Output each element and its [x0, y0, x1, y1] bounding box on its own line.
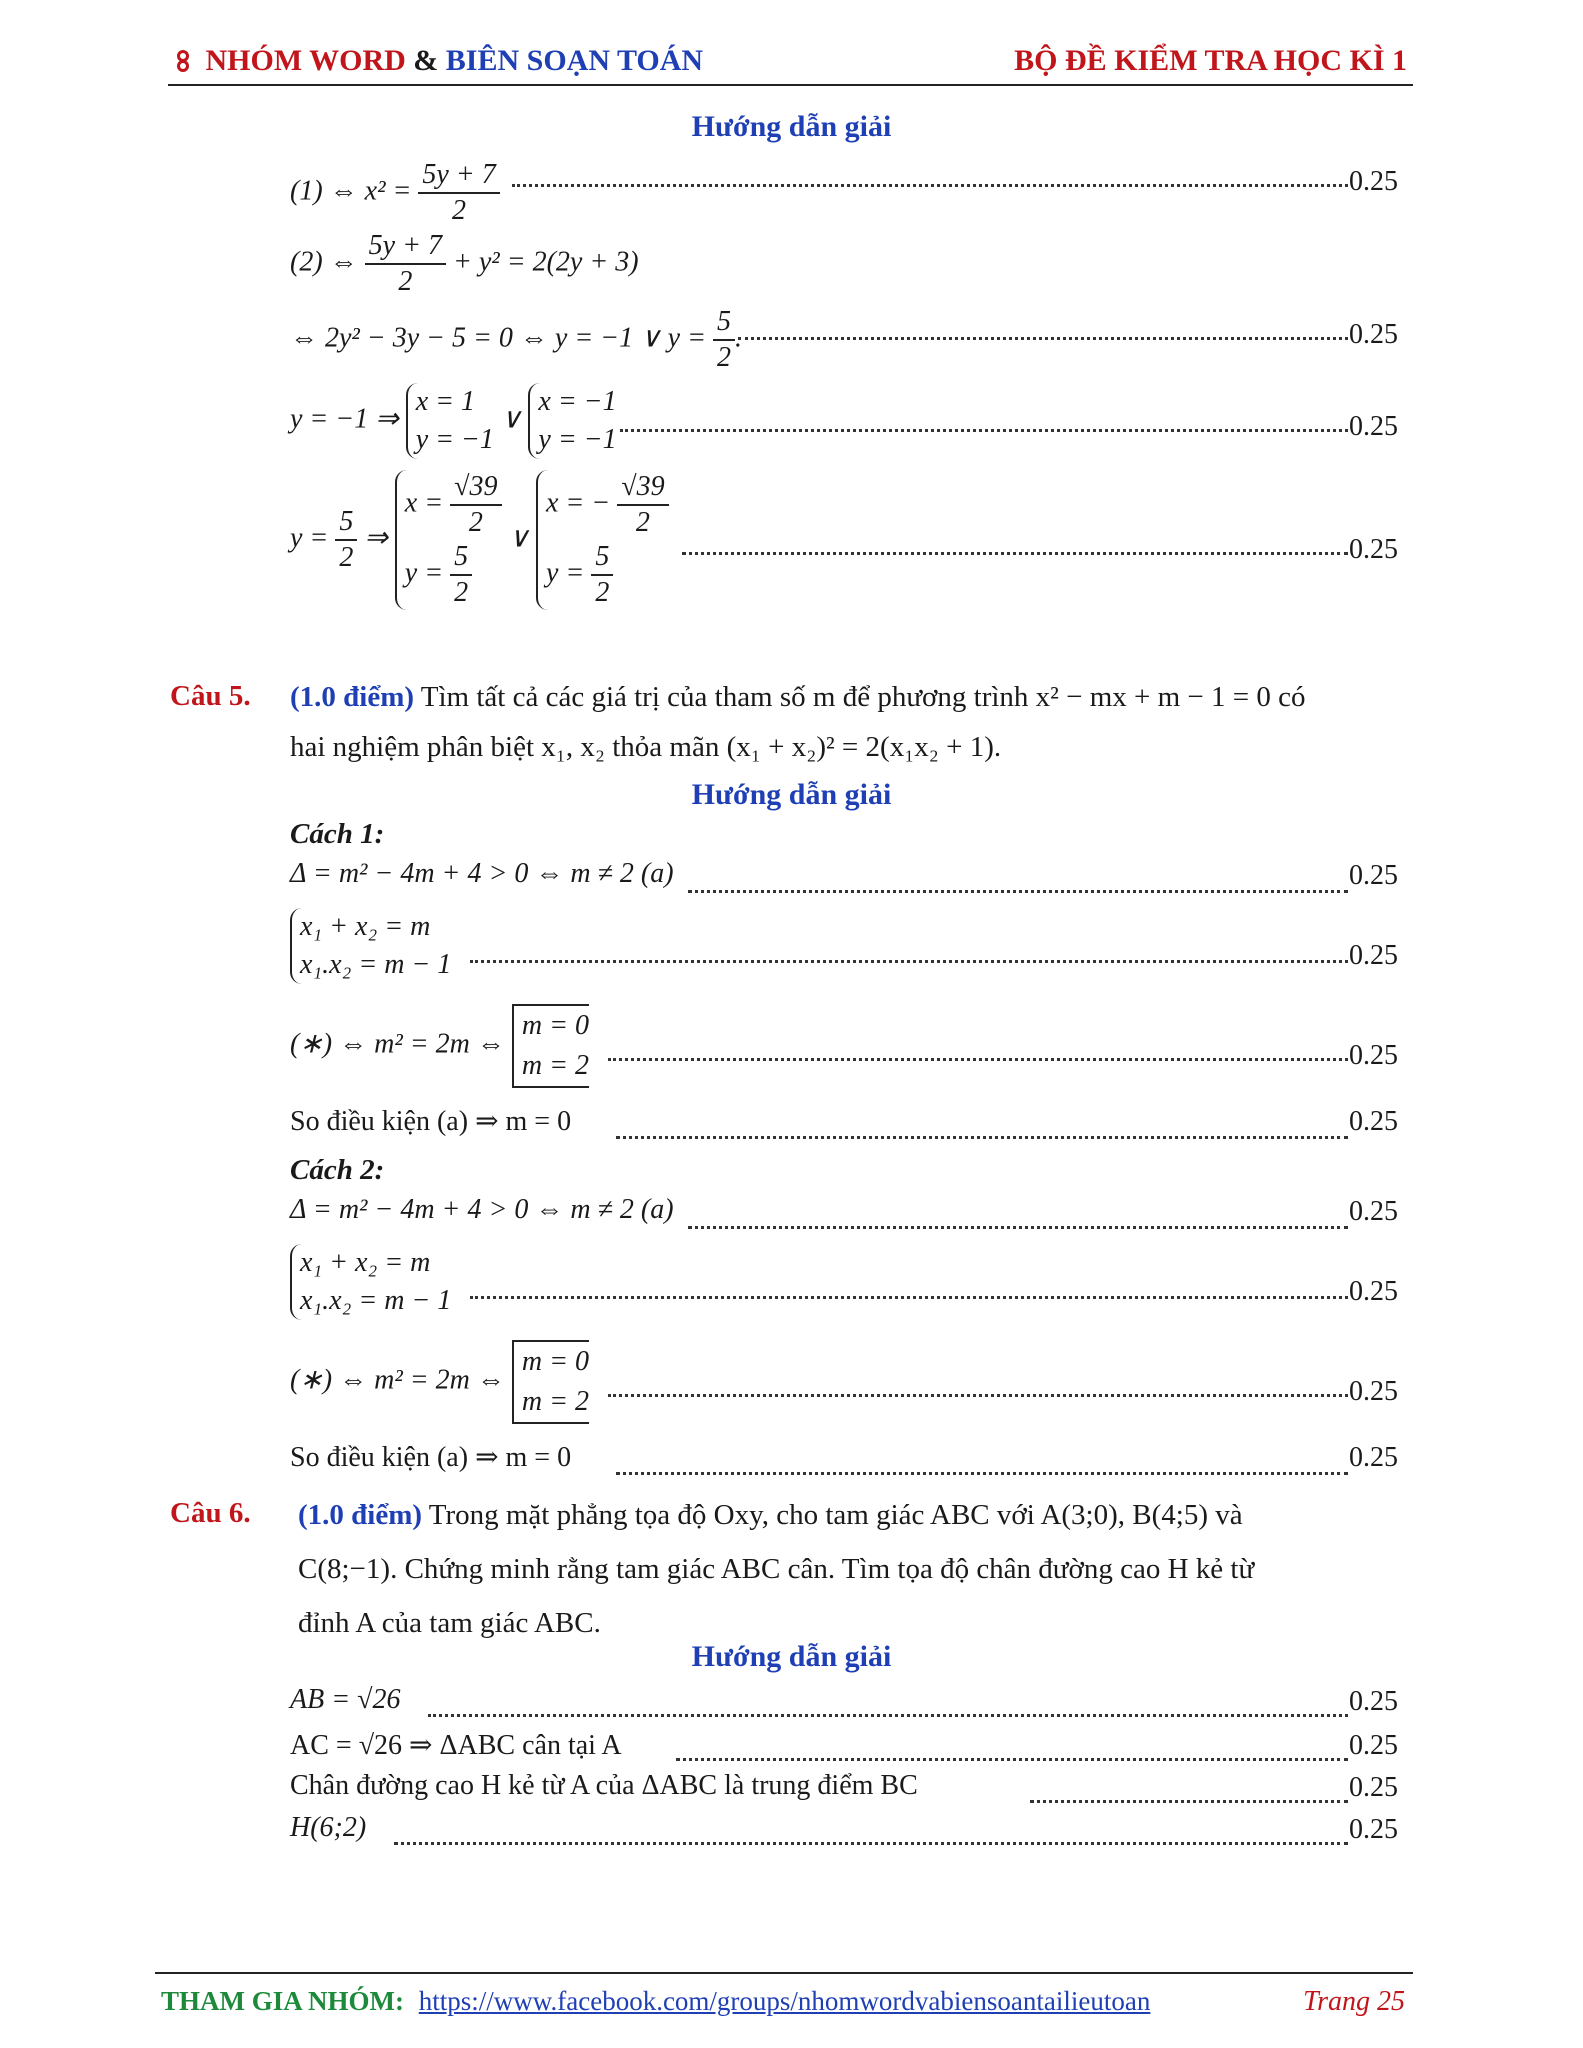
question-5-text: (1.0 điểm) Tìm tất cả các giá trị của tham số m để phương trình x² − mx + m − 1 = 0 có hai nghiệm phân biệt x₁, x₂ thỏa mãn (x₁ + x₂)² = 2(x₁x₂ + 1). — [290, 681, 1306, 763]
solution-line-4: y = −1 ⇒ x = 1 y = −1 ∨ x = −1 y = −1 0.25 — [290, 383, 1398, 465]
question-5-label: Câu 5. — [170, 680, 251, 712]
c5-m2-line-4: So điều kiện (a) ⇒ m = 0 0.25 — [290, 1442, 1398, 1473]
method-1-label: Cách 1: — [290, 818, 385, 850]
c6-line-1: AB = √26 0.25 — [290, 1684, 1398, 1717]
question-6-label: Câu 6. — [170, 1497, 251, 1529]
header-group-name — [176, 44, 703, 78]
method-2-label: Cách 2: — [290, 1154, 385, 1186]
c5-m2-line-2: x₁ + x₂ = m x₁.x₂ = m − 1 0.25 — [290, 1244, 1398, 1330]
header-word-label: NHÓM WORD — [205, 44, 406, 77]
header-amp: & — [413, 44, 439, 77]
c5-m1-line-3: (∗) ⇔ m² = 2m ⇔ m = 0 m = 2 0.25 — [290, 1004, 1398, 1092]
page-number: Trang 25 — [1303, 1986, 1405, 2017]
c5-m2-line-1: Δ = m² − 4m + 4 > 0 ⇔ m ≠ 2 (a) 0.25 — [290, 1194, 1398, 1227]
group-logo-icon — [176, 50, 190, 72]
solution-line-1: (1) ⇔ x² = $\frac{5y + 7}{2}$ 0.25 — [290, 159, 1398, 226]
solution-line-5: y = $\frac{5}{2}$ ⇒ x = $\frac{√39}{2}$ y = $\frac{5}{2}$ ∨ x = − $\frac{√39}{2}$ y = $\frac{5}{2}$ 0.25 — [290, 471, 1398, 608]
page-header — [168, 40, 1413, 86]
header-bien-soan-label: BIÊN SOẠN TOÁN — [445, 44, 704, 77]
solution-line-2: (2) ⇔ $\frac{5y + 7}{2}$ + y² = 2(2y + 3) — [290, 230, 639, 297]
page-footer — [155, 1972, 1413, 2017]
solution-title-2: Hướng dẫn giải — [691, 778, 892, 811]
c6-line-4: H(6;2) 0.25 — [290, 1812, 1398, 1845]
solution-title-3: Hướng dẫn giải — [691, 1640, 892, 1673]
question-6-text: (1.0 điểm) Trong mặt phẳng tọa độ Oxy, cho tam giác ABC với A(3;0), B(4;5) và C(8;−1). Chứng minh rằng tam giác ABC cân. Tìm tọa độ chân đường cao H kẻ từ đỉnh A của tam giác ABC. — [298, 1499, 1255, 1639]
solution-title-1: Hướng dẫn giải — [691, 110, 892, 143]
c5-m1-line-1: Δ = m² − 4m + 4 > 0 ⇔ m ≠ 2 (a) 0.25 — [290, 858, 1398, 891]
c5-m2-line-3: (∗) ⇔ m² = 2m ⇔ m = 0 m = 2 0.25 — [290, 1340, 1398, 1428]
solution-line-3: ⇔ 2y² − 3y − 5 = 0 ⇔ y = −1 ∨ y = $\frac{5}{2}$ . 0.25 — [290, 306, 1398, 373]
c6-line-3: Chân đường cao H kẻ từ A của ΔABC là trung điểm BC 0.25 — [290, 1770, 1398, 1803]
c5-m1-line-2: x₁ + x₂ = m x₁.x₂ = m − 1 0.25 — [290, 908, 1398, 994]
header-document-title: BỘ ĐỀ KIỂM TRA HỌC KÌ 1 — [1014, 44, 1407, 77]
footer-join-label: THAM GIA NHÓM: — [161, 1986, 404, 2016]
footer-group-link[interactable]: https://www.facebook.com/groups/nhomwordvabiensoantailieutoan — [418, 1986, 1151, 2016]
c6-line-2: AC = √26 ⇒ ΔABC cân tại A 0.25 — [290, 1730, 1398, 1761]
c5-m1-line-4: So điều kiện (a) ⇒ m = 0 0.25 — [290, 1106, 1398, 1137]
